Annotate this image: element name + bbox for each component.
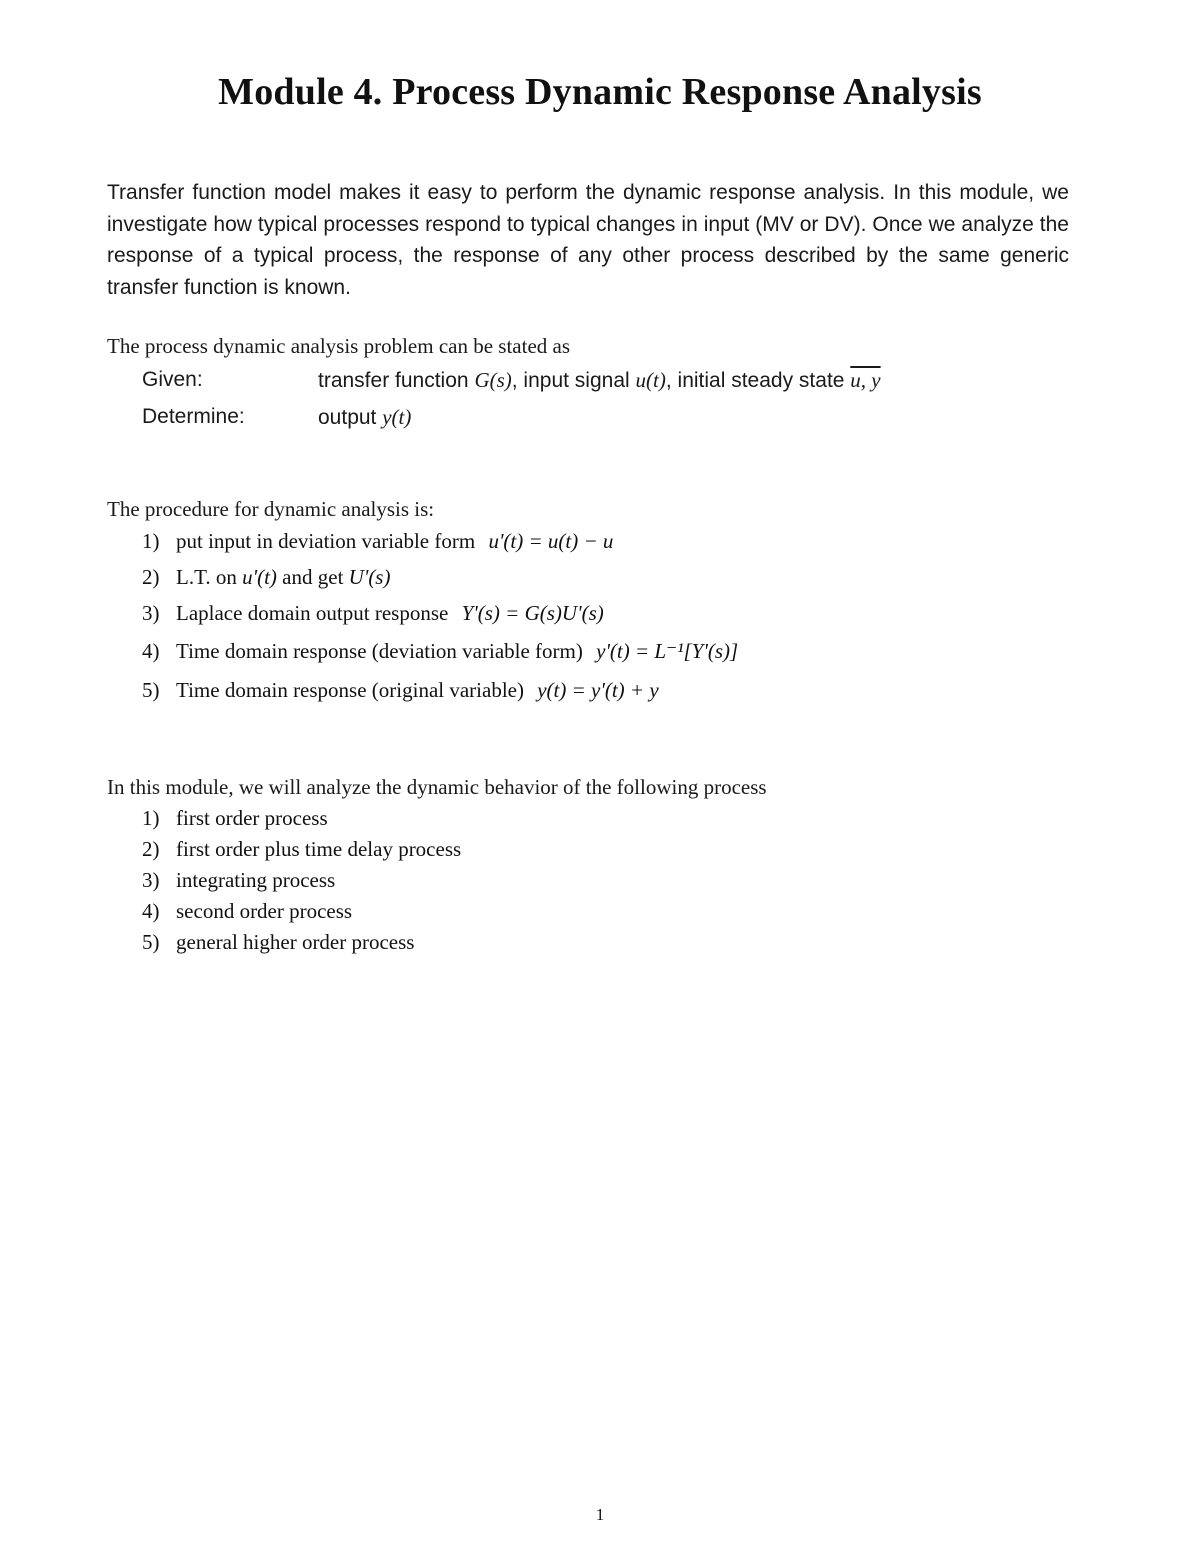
process-item-5: general higher order process (176, 930, 415, 954)
process-item-4: second order process (176, 899, 353, 923)
processes-lead: In this module, we will analyze the dynamic behavior of the following process (107, 775, 767, 799)
given-math-input-signal: u(t) (635, 368, 666, 392)
procedure-step-2-math-b: U'(s) (348, 565, 391, 589)
process-item-1-num: 1) (142, 806, 160, 830)
page-title: Module 4. Process Dynamic Response Analysis (218, 71, 982, 113)
given-text-3: , initial steady state (665, 369, 845, 392)
procedure-step-4-text: Time domain response (deviation variable form) (176, 639, 583, 663)
procedure-step-4 (176, 639, 738, 664)
procedure-step-5-num: 5) (142, 678, 160, 702)
procedure-step-1-text: put input in deviation variable form (176, 529, 476, 553)
procedure-step-3-num: 3) (142, 601, 160, 625)
procedure-step-2-text-b: and get (282, 565, 344, 589)
procedure-lead: The procedure for dynamic analysis is: (107, 497, 435, 521)
process-item-3-num: 3) (142, 868, 160, 892)
procedure-step-2 (176, 565, 390, 590)
procedure-step-1 (176, 529, 613, 554)
procedure-step-5-math: y(t) = y'(t) + y (537, 678, 659, 702)
problem-lead: The process dynamic analysis problem can be stated as (107, 334, 571, 358)
given-text-2: , input signal (511, 369, 630, 392)
given-math-transfer-function: G(s) (474, 368, 512, 392)
procedure-step-5-text: Time domain response (original variable) (176, 678, 524, 702)
procedure-step-4-math: y'(t) = L⁻¹[Y'(s)] (596, 639, 739, 663)
determine-label: Determine: (142, 405, 245, 428)
procedure-step-3-text: Laplace domain output response (176, 601, 449, 625)
determine-math-output: y(t) (382, 405, 412, 429)
procedure-step-3 (176, 601, 604, 626)
process-item-5-num: 5) (142, 930, 160, 954)
determine-line (318, 405, 411, 430)
process-item-2-num: 2) (142, 837, 160, 861)
given-label: Given: (142, 368, 203, 391)
process-item-4-num: 4) (142, 899, 160, 923)
given-line (318, 368, 881, 393)
procedure-step-5 (176, 678, 659, 703)
process-item-3: integrating process (176, 868, 336, 892)
given-text-1: transfer function (318, 369, 469, 392)
procedure-step-1-num: 1) (142, 529, 160, 553)
process-item-1: first order process (176, 806, 328, 830)
procedure-step-2-num: 2) (142, 565, 160, 589)
procedure-step-2-text-a: L.T. on (176, 565, 237, 589)
procedure-step-3-math: Y'(s) = G(s)U'(s) (461, 601, 604, 625)
process-item-2: first order plus time delay process (176, 837, 462, 861)
intro-paragraph: Transfer function model makes it easy to perform the dynamic response analysis. In this module, we investigate how typical processes respond to typical changes in input (MV or DV). Once we analyze the response of a typical process, the response of any other process described by the same generic transfer function is known. (107, 181, 1069, 299)
procedure-step-1-math: u'(t) = u(t) − u (488, 529, 614, 553)
given-math-steady-state: u, y (850, 368, 881, 392)
procedure-step-4-num: 4) (142, 639, 160, 663)
determine-text: output (318, 406, 377, 429)
page-number: 1 (595, 1505, 605, 1524)
procedure-step-2-math-a: u'(t) (242, 565, 277, 589)
